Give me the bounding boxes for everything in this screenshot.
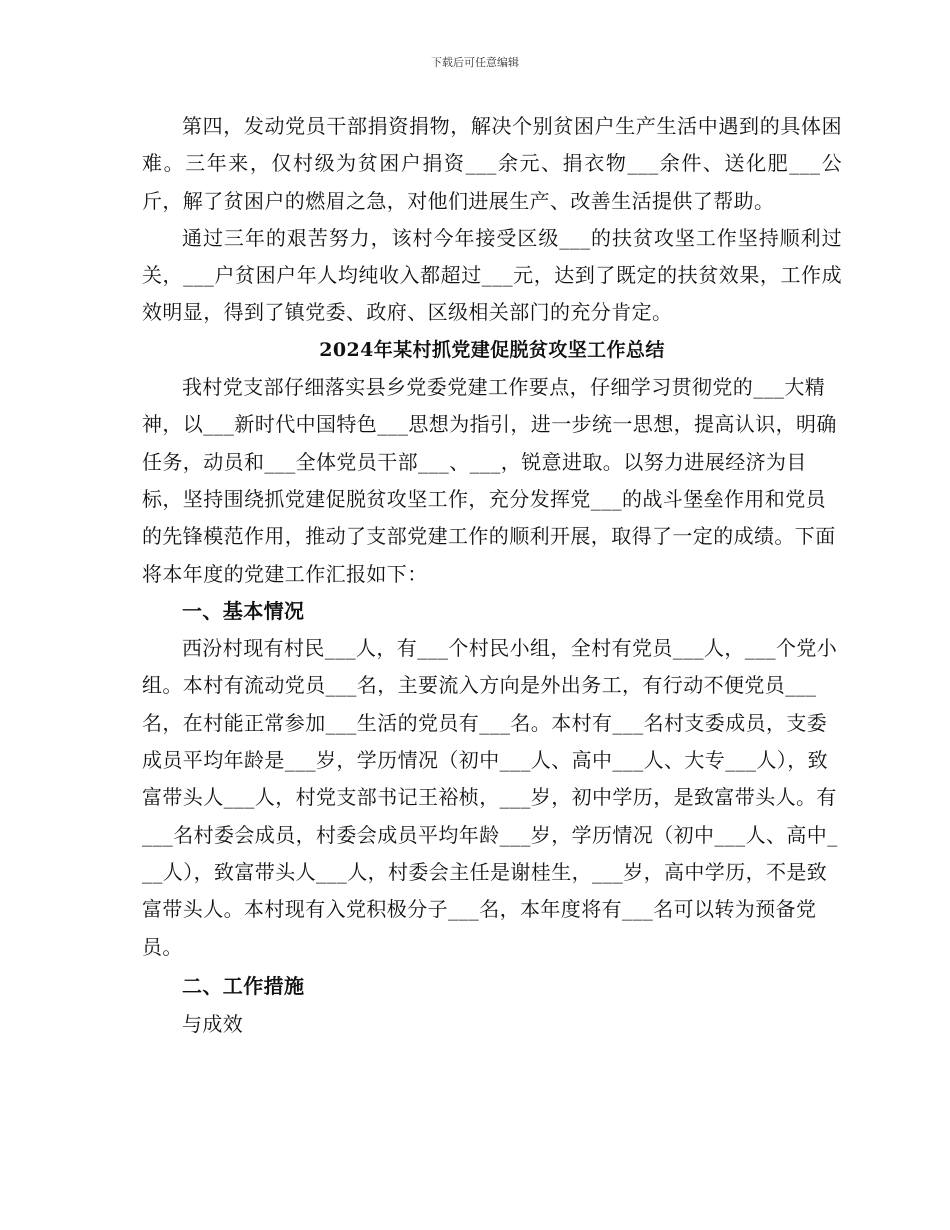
section-heading-work-measures: 二、工作措施 — [182, 973, 305, 998]
section-heading-basic-situation: 一、基本情况 — [182, 598, 305, 623]
paragraph-donations: 第四，发动党员干部捐资捐物，解决个别贫困户生产生活中遇到的具体困难。三年来，仅村级为贫困户捐资___余元、捐衣物___余件、送化肥___公斤，解了贫困户的燃眉之急，对他们进展生产、改善生活提供了帮助。 — [142, 114, 842, 213]
paragraph-work-measures: 与成效 — [182, 1011, 244, 1036]
document-body — [142, 108, 842, 1043]
paragraph-results: 通过三年的艰苦努力，该村今年接受区级___的扶贫攻坚工作坚持顺利过关，___户贫困户年人均纯收入都超过___元，达到了既定的扶贫效果，工作成效明显，得到了镇党委、政府、区级相关部门的充分肯定。 — [142, 225, 842, 325]
paragraph-basic-situation: 西汾村现有村民___人，有___个村民小组，全村有党员___人，___个党小组。本村有流动党员___名，主要流入方向是外出务工，有行动不便党员___名，在村能正常参加___生活的党员有___名。本村有___名村支委成员，支委成员平均年龄是___岁，学历情况（初中___人、高中___人、大专___人），致富带头人___人，村党支部书记王裕桢，___岁，初中学历，是致富带头人。有___名村委会成员，村委会成员平均年龄___岁，学历情况（初中___人、高中___人），致富带头人___人，村委会主任是谢桂生，___岁，高中学历，不是致富带头人。本村现有入党积极分子___名，本年度将有___名可以转为预备党员。 — [142, 636, 838, 959]
paragraph-intro: 我村党支部仔细落实县乡党委党建工作要点，仔细学习贯彻党的___大精神，以___新时代中国特色___思想为指引，进一步统一思想，提高认识，明确任务，动员和___全体党员干部___、___，锐意进取。以努力进展经济为目标，坚持围绕抓党建促脱贫攻坚工作，充分发挥党___的战斗堡垒作用和党员的先锋模范作用，推动了支部党建工作的顺利开展，取得了一定的成绩。下面将本年度的党建工作汇报如下： — [142, 375, 837, 586]
document-title: 2024年某村抓党建促脱贫攻坚工作总结 — [319, 338, 665, 361]
page-header-note: 下载后可任意编辑 — [431, 56, 519, 69]
